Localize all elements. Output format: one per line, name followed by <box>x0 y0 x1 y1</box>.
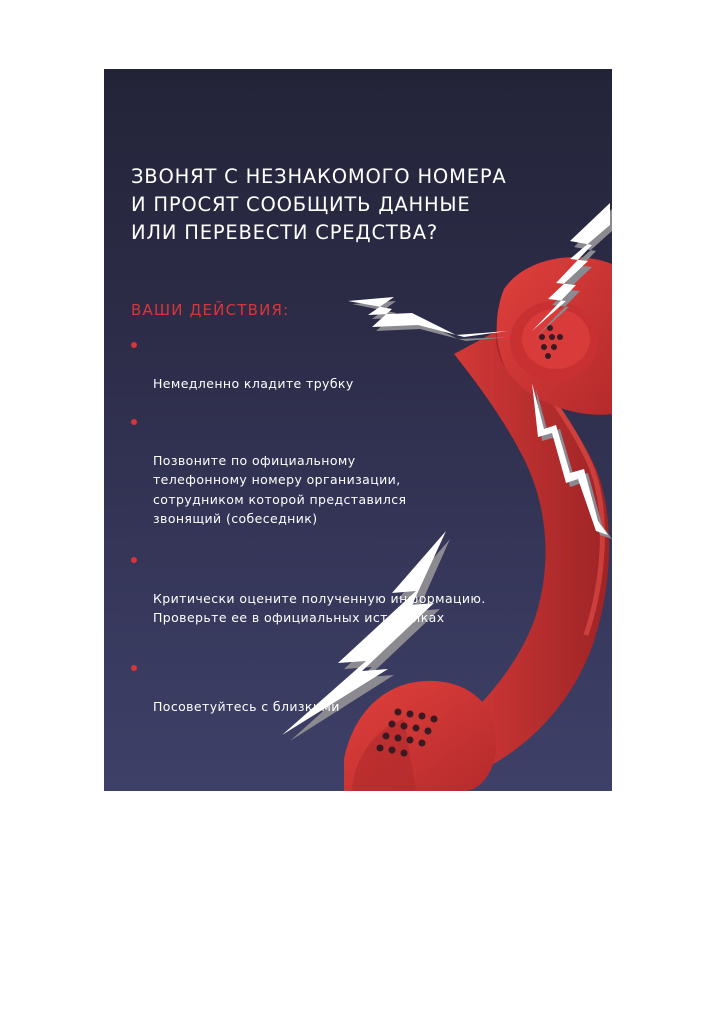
action-item <box>131 550 551 628</box>
actions-list <box>131 335 551 716</box>
bullet-dot-icon <box>131 419 137 425</box>
headline-line: ЗВОНЯТ С НЕЗНАКОМОГО НОМЕРА <box>131 165 507 188</box>
action-text: Посоветуйтесь с близкими <box>153 698 340 714</box>
action-text: Критически оцените полученную информацию. Проверьте ее в официальных источниках <box>153 590 486 625</box>
action-text: Немедленно кладите трубку <box>153 376 354 391</box>
poster <box>104 69 612 791</box>
bullet-dot-icon <box>131 665 137 671</box>
headline <box>131 163 507 247</box>
action-item <box>131 658 551 717</box>
actions-title: ВАШИ ДЕЙСТВИЯ: <box>131 301 290 319</box>
bullet-dot-icon <box>131 342 137 348</box>
action-item <box>131 335 551 394</box>
headline-line: И ПРОСЯТ СООБЩИТЬ ДАННЫЕ <box>131 193 471 216</box>
headline-line: ИЛИ ПЕРЕВЕСТИ СРЕДСТВА? <box>131 221 439 244</box>
action-text: Позвоните по официальному телефонному номеру организации, сотрудником которой представился звонящий (собеседник) <box>153 452 407 526</box>
bullet-dot-icon <box>131 557 137 563</box>
action-item <box>131 412 551 529</box>
